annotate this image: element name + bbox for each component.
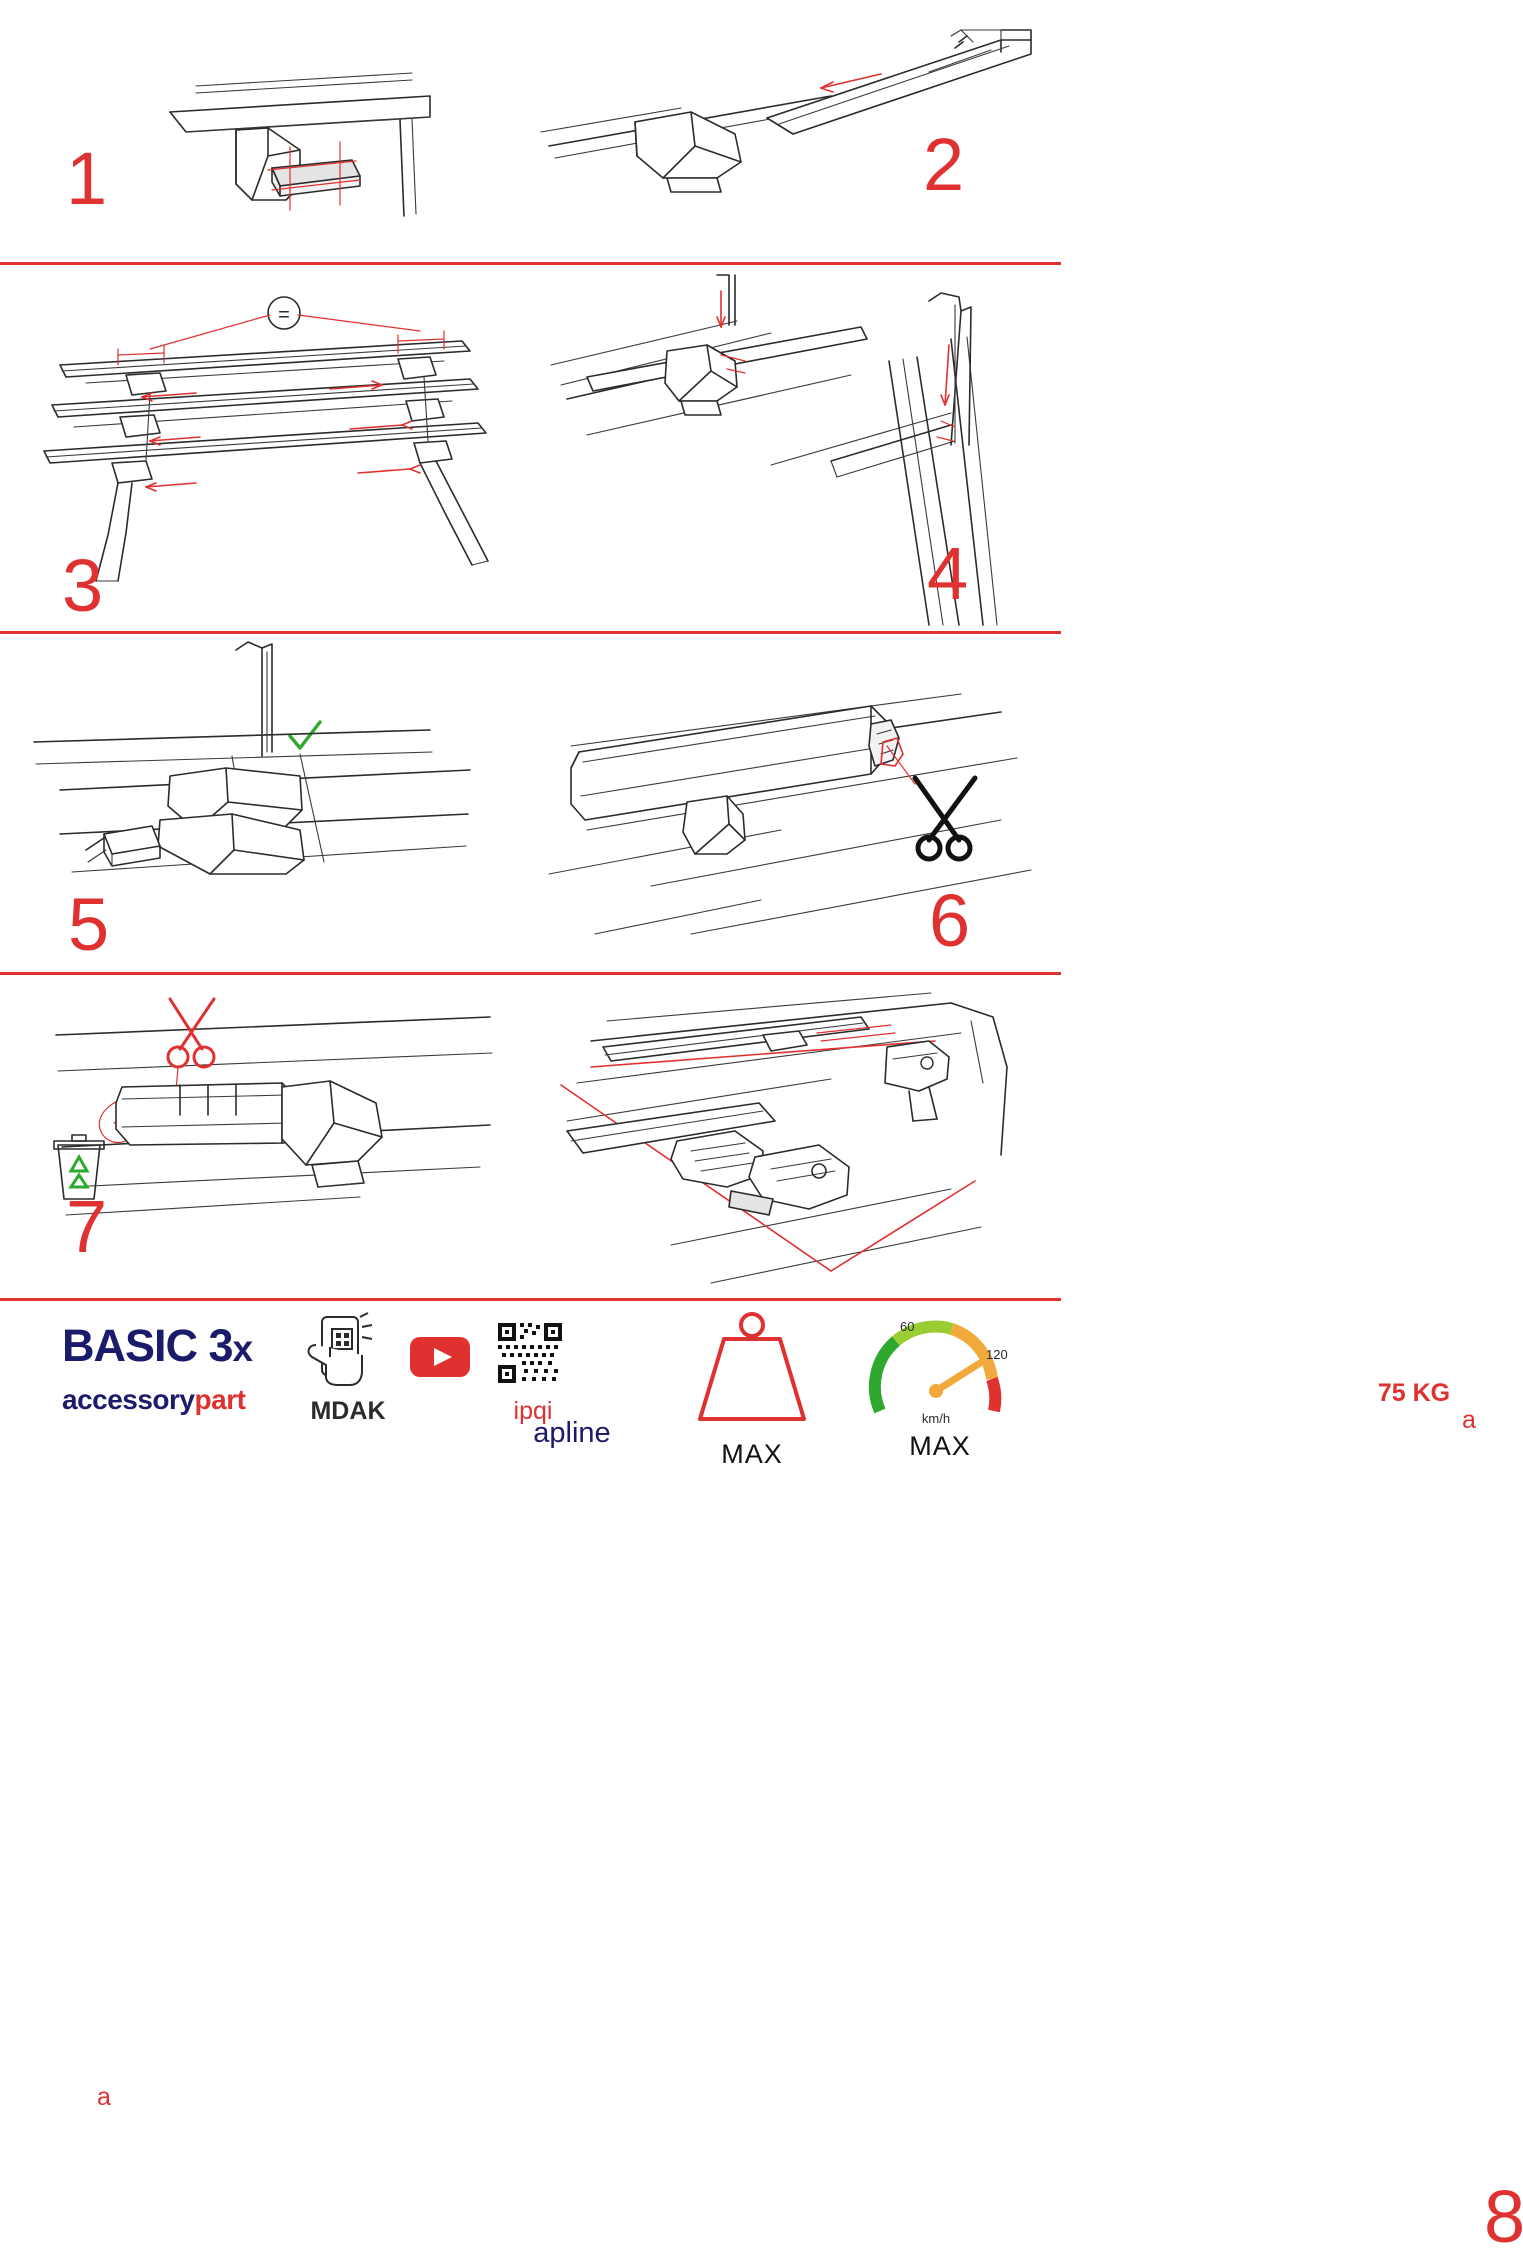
brand-title [62, 1320, 292, 1371]
step-panel-5 [0, 634, 530, 972]
max-load-value: 75 KG [1377, 1379, 1451, 1407]
step-panel-1 [0, 0, 530, 262]
label-a-step6: a [1462, 1406, 1476, 1434]
logo-apline-label: apline [533, 1417, 611, 1449]
hand-phone-qr-icon [292, 1311, 404, 1389]
qr-code-icon [478, 1317, 588, 1389]
step-number-7: 7 [66, 1185, 106, 1268]
brand-title-suffix: x [232, 1328, 253, 1369]
step-panel-2 [531, 0, 1061, 262]
step-number-3: 3 [62, 544, 102, 627]
max-speed-caption: MAX [909, 1431, 971, 1461]
step-8-illustration [531, 975, 1061, 1298]
label-a-step7: a [97, 2083, 111, 2111]
brand-block [62, 1320, 292, 1415]
step-number-8: 8 [1484, 2175, 1523, 2258]
step-panel-3 [0, 265, 530, 631]
weight-icon [662, 1309, 842, 1435]
logo-mdak-label: MDAK [310, 1397, 386, 1425]
svg-text:km/h: km/h [921, 1411, 951, 1426]
step-number-6: 6 [929, 879, 969, 962]
step-number-2: 2 [923, 123, 963, 206]
step-1-illustration [0, 0, 530, 262]
logo-mdak[interactable] [292, 1311, 404, 1426]
step-panel-4 [531, 265, 1061, 631]
max-load-caption: MAX [721, 1439, 783, 1469]
logo-ipqi-label: ipqi [513, 1397, 553, 1425]
svg-text:120: 120 [986, 1347, 1008, 1362]
step-number-1: 1 [66, 137, 106, 220]
step-2-illustration [531, 0, 1061, 262]
step-6-illustration [531, 634, 1061, 972]
brand-subtitle-part1: accessory [62, 1384, 195, 1415]
brand-subtitle [62, 1386, 292, 1414]
youtube-play-icon [404, 1331, 476, 1381]
logo-youtube[interactable] [404, 1331, 476, 1381]
step-number-4: 4 [927, 532, 967, 615]
step-row-2 [0, 265, 1061, 631]
logo-apline[interactable] [482, 1409, 662, 1450]
scissors-icon [168, 999, 214, 1067]
max-speed-block [860, 1307, 1020, 1462]
step-row-1 [0, 0, 1061, 262]
scissors-icon [915, 778, 975, 859]
footer-bar [0, 1301, 1451, 1500]
svg-text:=: = [278, 304, 290, 326]
speedometer-icon [860, 1307, 1020, 1435]
brand-title-text: BASIC 3 [62, 1320, 233, 1371]
svg-text:60: 60 [900, 1319, 915, 1334]
brand-subtitle-part2: part [194, 1384, 246, 1415]
step-4-illustration [531, 265, 1061, 631]
step-number-5: 5 [68, 883, 108, 966]
